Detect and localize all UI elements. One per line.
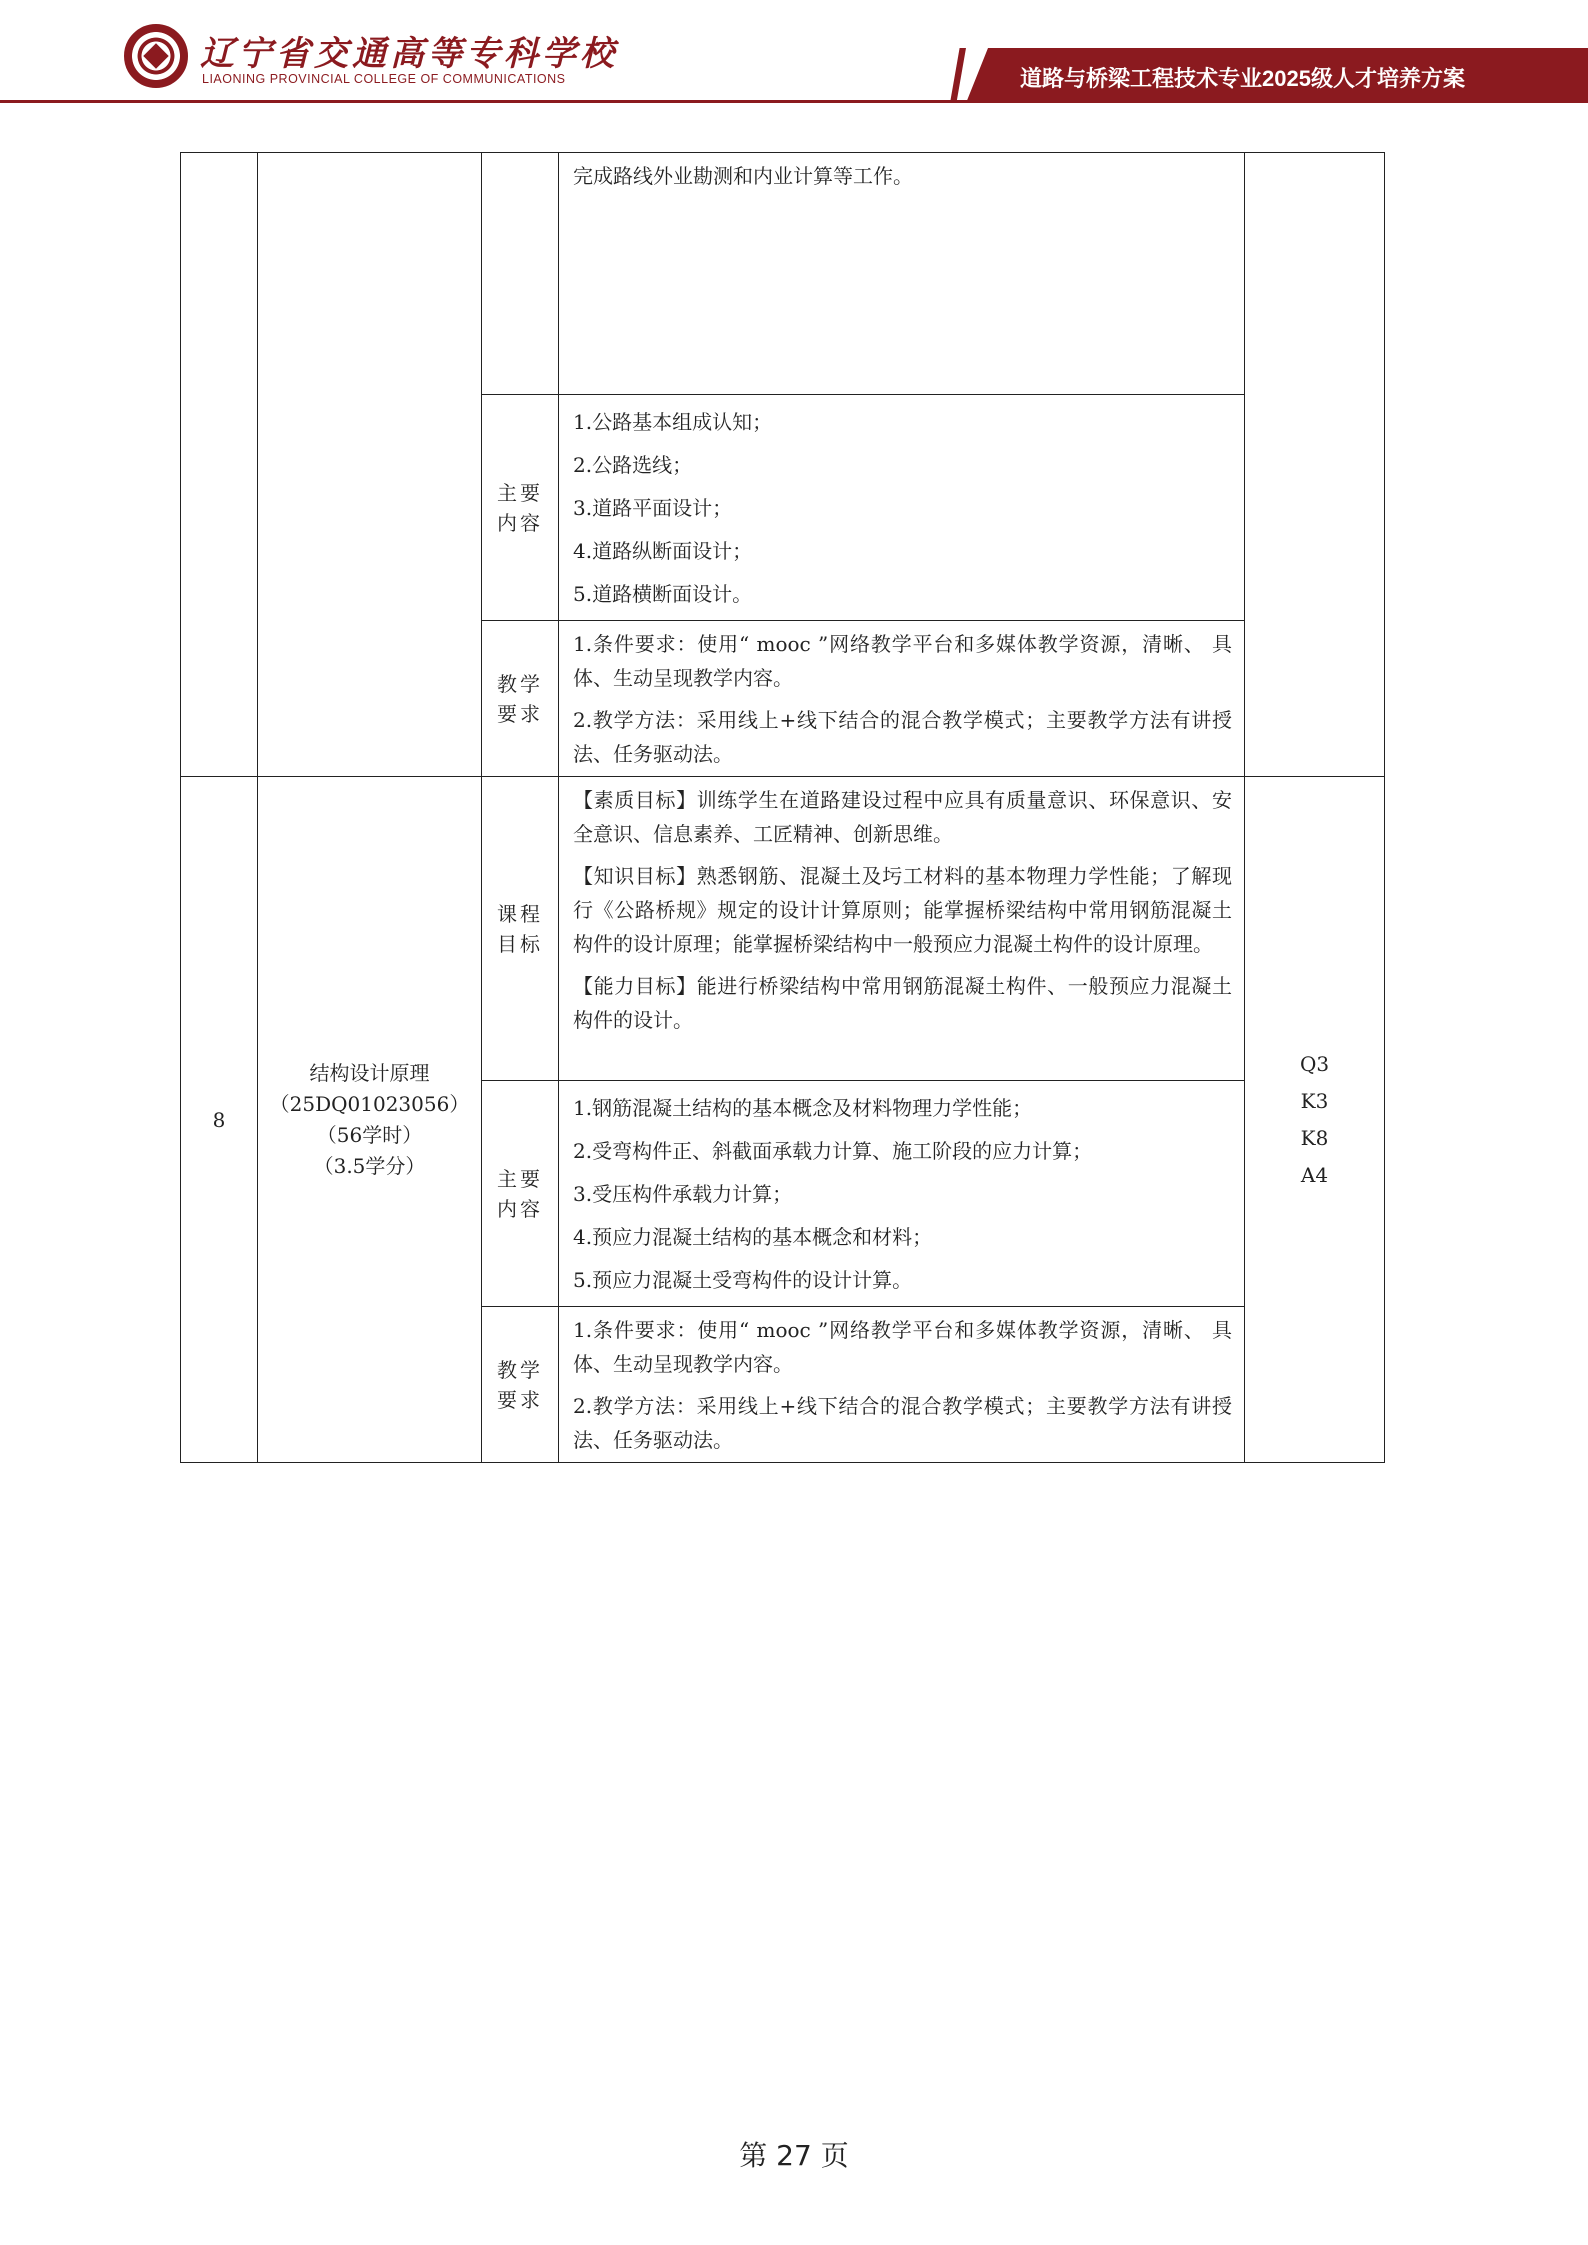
course-hours: （56学时） bbox=[316, 1122, 423, 1147]
course-goal-label: 课程 目标 bbox=[482, 777, 559, 1081]
list-item: 2.受弯构件正、斜截面承载力计算、施工阶段的应力计算； bbox=[573, 1139, 1093, 1163]
main-content-label: 主要 内容 bbox=[482, 395, 559, 621]
list-item: 2.教学方法：采用线上+线下结合的混合教学模式；主要教学方法有讲授法、任务驱动法。 bbox=[573, 1394, 1232, 1452]
page-number: 第 27 页 bbox=[739, 2139, 849, 2172]
school-name-cn: 辽宁省交通高等专科学校 bbox=[200, 34, 618, 74]
course-code: （25DQ01023056） bbox=[269, 1091, 470, 1116]
teaching-requirement-list bbox=[559, 621, 1245, 777]
caption-cell-empty bbox=[482, 153, 559, 395]
list-item: 1.条件要求：使用“ mooc ”网络教学平台和多媒体教学资源，清晰、 具体、生动呈现教学内容。 bbox=[573, 1318, 1232, 1376]
list-item: 3.受压构件承载力计算； bbox=[573, 1182, 793, 1206]
list-item: 1.条件要求：使用“ mooc ”网络教学平台和多媒体教学资源，清晰、 具体、生动呈现教学内容。 bbox=[573, 632, 1232, 690]
school-seal-icon bbox=[124, 24, 188, 88]
teaching-requirement-label: 教学 要求 bbox=[482, 1307, 559, 1463]
list-item: 4.预应力混凝土结构的基本概念和材料； bbox=[573, 1225, 933, 1249]
course-credits: （3.5学分） bbox=[313, 1153, 426, 1178]
course-cell-empty bbox=[258, 153, 482, 777]
school-name-en: LIAONING PROVINCIAL COLLEGE OF COMMUNICATIONS bbox=[202, 72, 566, 86]
list-item: 3.道路平面设计； bbox=[573, 496, 733, 520]
list-item: 5.预应力混凝土受弯构件的设计计算。 bbox=[573, 1268, 913, 1292]
course-goal-list bbox=[559, 777, 1245, 1081]
list-item: 1.公路基本组成认知； bbox=[573, 410, 773, 434]
course-table bbox=[180, 152, 1385, 1463]
teaching-requirement-label: 教学 要求 bbox=[482, 621, 559, 777]
codes-cell-empty bbox=[1245, 153, 1385, 777]
course-info bbox=[258, 777, 482, 1463]
banner-stripe bbox=[950, 48, 966, 103]
course-name: 结构设计原理 bbox=[309, 1060, 430, 1085]
table-row bbox=[181, 153, 1385, 395]
main-content-list bbox=[559, 395, 1245, 621]
main-content-list bbox=[559, 1081, 1245, 1307]
goal-continuation: 完成路线外业勘测和内业计算等工作。 bbox=[559, 153, 1245, 395]
list-item: 【知识目标】熟悉钢筋、混凝土及圬工材料的基本物理力学性能；了解现行《公路桥规》规定的设计计算原则；能掌握桥梁结构中常用钢筋混凝土构件的设计原理；能掌握桥梁结构中一般预应力混凝土构件的设计原理。 bbox=[573, 864, 1233, 956]
competency-codes: Q3 K3 K8 A4 bbox=[1245, 777, 1385, 1463]
list-item: 4.道路纵断面设计； bbox=[573, 539, 753, 563]
list-item: 5.道路横断面设计。 bbox=[573, 582, 753, 606]
main-content-label: 主要 内容 bbox=[482, 1081, 559, 1307]
list-item: 【能力目标】能进行桥梁结构中常用钢筋混凝土构件、一般预应力混凝土构件的设计。 bbox=[573, 974, 1233, 1032]
page-header bbox=[0, 0, 1588, 110]
table-row bbox=[181, 777, 1385, 1081]
list-item: 2.公路选线； bbox=[573, 453, 693, 477]
teaching-requirement-list bbox=[559, 1307, 1245, 1463]
document-title: 道路与桥梁工程技术专业2025级人才培养方案 bbox=[1020, 66, 1465, 91]
list-item: 【素质目标】训练学生在道路建设过程中应具有质量意识、环保意识、安全意识、信息素养、工匠精神、创新思维。 bbox=[573, 788, 1233, 846]
list-item: 1.钢筋混凝土结构的基本概念及材料物理力学性能； bbox=[573, 1096, 1033, 1120]
number-cell-empty bbox=[181, 153, 258, 777]
list-item: 2.教学方法：采用线上+线下结合的混合教学模式；主要教学方法有讲授法、任务驱动法。 bbox=[573, 708, 1232, 766]
course-number: 8 bbox=[181, 777, 258, 1463]
